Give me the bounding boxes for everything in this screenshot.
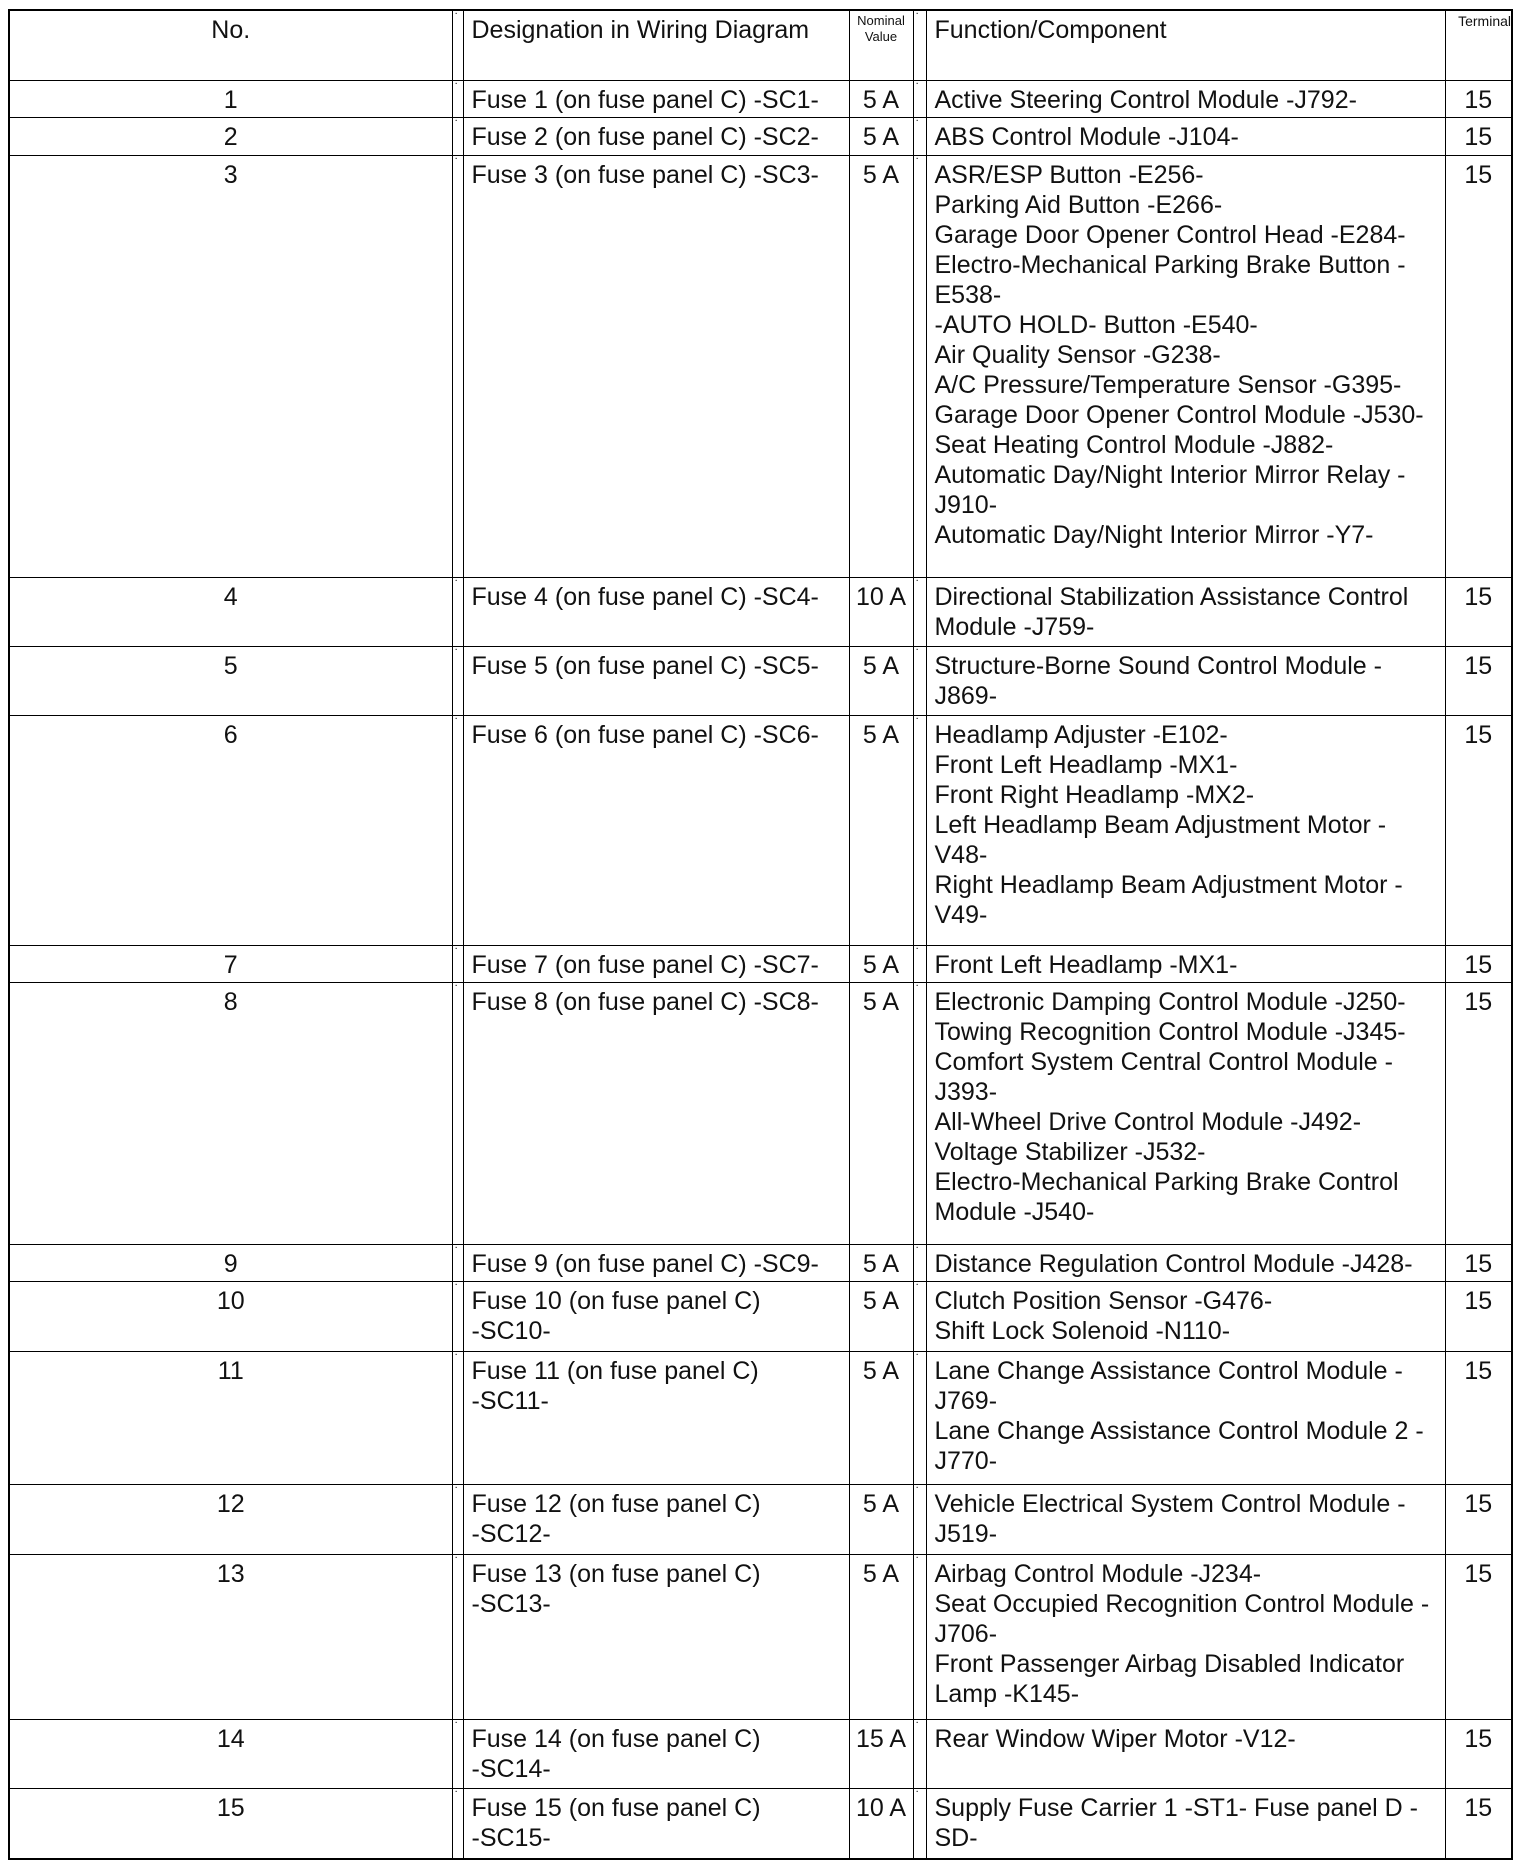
table-row bbox=[9, 1720, 1512, 1789]
cell-function-line: Airbag Control Module -J234- bbox=[934, 1559, 1262, 1588]
cell-nominal-value: 15 A bbox=[849, 1720, 913, 1789]
column-spacer bbox=[913, 577, 926, 646]
column-spacer bbox=[913, 10, 926, 81]
cell-designation bbox=[463, 716, 849, 946]
cell-designation-line: -SC12- bbox=[471, 1520, 551, 1549]
column-spacer bbox=[452, 81, 463, 118]
column-spacer bbox=[913, 945, 926, 982]
cell-function-line: Seat Occupied Recognition Control Module -J706- bbox=[934, 1589, 1430, 1648]
cell-designation-line: Fuse 6 (on fuse panel C) -SC6- bbox=[471, 721, 819, 750]
cell-nominal-value: 5 A bbox=[849, 945, 913, 982]
cell-no: 8 bbox=[9, 983, 452, 1245]
table-row bbox=[9, 81, 1512, 118]
table-row bbox=[9, 716, 1512, 946]
cell-nominal-value: 10 A bbox=[849, 577, 913, 646]
cell-nominal-value: 5 A bbox=[849, 1282, 913, 1351]
cell-designation bbox=[463, 1554, 849, 1720]
cell-no: 15 bbox=[9, 1789, 452, 1859]
cell-function bbox=[926, 577, 1445, 646]
cell-function bbox=[926, 983, 1445, 1245]
cell-function-line: Automatic Day/Night Interior Mirror Relay -J910- bbox=[934, 460, 1406, 519]
cell-nominal-value: 5 A bbox=[849, 1554, 913, 1720]
column-spacer bbox=[913, 646, 926, 715]
cell-designation bbox=[463, 945, 849, 982]
cell-function bbox=[926, 81, 1445, 118]
cell-designation bbox=[463, 118, 849, 155]
column-spacer bbox=[913, 1789, 926, 1859]
column-spacer bbox=[452, 1351, 463, 1484]
cell-designation-line: Fuse 14 (on fuse panel C) bbox=[471, 1725, 761, 1754]
column-spacer bbox=[452, 118, 463, 155]
cell-function bbox=[926, 945, 1445, 982]
column-spacer bbox=[913, 155, 926, 577]
cell-designation-line: Fuse 10 (on fuse panel C) bbox=[471, 1287, 761, 1316]
cell-designation-line: -SC14- bbox=[471, 1755, 551, 1784]
cell-terminal: 15 bbox=[1445, 716, 1512, 946]
cell-no: 12 bbox=[9, 1485, 452, 1554]
cell-designation-line: Fuse 1 (on fuse panel C) -SC1- bbox=[471, 86, 819, 114]
cell-designation-line: Fuse 4 (on fuse panel C) -SC4- bbox=[471, 582, 819, 611]
cell-terminal: 15 bbox=[1445, 1485, 1512, 1554]
column-spacer bbox=[913, 1351, 926, 1484]
column-spacer bbox=[452, 716, 463, 946]
cell-no: 2 bbox=[9, 118, 452, 155]
column-spacer bbox=[452, 1720, 463, 1789]
column-spacer bbox=[452, 646, 463, 715]
table-row bbox=[9, 1351, 1512, 1484]
cell-designation bbox=[463, 1720, 849, 1789]
header-row bbox=[9, 10, 1512, 81]
cell-function-line: Comfort System Central Control Module -J393- bbox=[934, 1048, 1393, 1107]
cell-designation-line: Fuse 8 (on fuse panel C) -SC8- bbox=[471, 988, 819, 1017]
table-row bbox=[9, 1789, 1512, 1859]
cell-function-line: Front Left Headlamp -MX1- bbox=[934, 751, 1238, 780]
cell-function-line: Rear Window Wiper Motor -V12- bbox=[934, 1725, 1296, 1754]
cell-function bbox=[926, 118, 1445, 155]
cell-no: 3 bbox=[9, 155, 452, 577]
cell-nominal-value: 5 A bbox=[849, 1244, 913, 1281]
cell-terminal: 15 bbox=[1445, 945, 1512, 982]
cell-function-line: A/C Pressure/Temperature Sensor -G395- bbox=[934, 370, 1402, 399]
column-spacer bbox=[452, 1485, 463, 1554]
cell-function-line: Electronic Damping Control Module -J250- bbox=[934, 988, 1406, 1017]
cell-function-line: ASR/ESP Button -E256- bbox=[934, 160, 1204, 189]
cell-designation-line: Fuse 13 (on fuse panel C) bbox=[471, 1559, 761, 1588]
cell-no: 7 bbox=[9, 945, 452, 982]
cell-function-line: Garage Door Opener Control Head -E284- bbox=[934, 220, 1406, 249]
cell-function bbox=[926, 1789, 1445, 1859]
cell-function-line: Electro-Mechanical Parking Brake Control Module -J540- bbox=[934, 1168, 1399, 1227]
column-spacer bbox=[913, 1282, 926, 1351]
cell-terminal: 15 bbox=[1445, 1789, 1512, 1859]
cell-designation-line: Fuse 7 (on fuse panel C) -SC7- bbox=[471, 950, 819, 979]
cell-function bbox=[926, 1554, 1445, 1720]
cell-function-line: Vehicle Electrical System Control Module -J519- bbox=[934, 1490, 1406, 1549]
cell-no: 9 bbox=[9, 1244, 452, 1281]
cell-function bbox=[926, 155, 1445, 577]
cell-terminal: 15 bbox=[1445, 1282, 1512, 1351]
cell-function bbox=[926, 1485, 1445, 1554]
column-spacer bbox=[452, 1244, 463, 1281]
cell-no: 11 bbox=[9, 1351, 452, 1484]
cell-function-line: Automatic Day/Night Interior Mirror -Y7- bbox=[934, 520, 1374, 549]
cell-nominal-value: 5 A bbox=[849, 646, 913, 715]
cell-designation-line: -SC11- bbox=[471, 1386, 549, 1415]
cell-nominal-value: 5 A bbox=[849, 1485, 913, 1554]
cell-function-line: Electro-Mechanical Parking Brake Button -E538- bbox=[934, 250, 1406, 309]
cell-function-line: Parking Aid Button -E266- bbox=[934, 190, 1223, 219]
column-spacer bbox=[452, 945, 463, 982]
header-nominal-line1: Nominal bbox=[857, 13, 905, 28]
cell-nominal-value: 10 A bbox=[849, 1789, 913, 1859]
fuse-table-body bbox=[9, 81, 1512, 1860]
cell-designation-line: Fuse 11 (on fuse panel C) bbox=[471, 1356, 759, 1385]
cell-designation-line: Fuse 3 (on fuse panel C) -SC3- bbox=[471, 160, 819, 189]
cell-function bbox=[926, 646, 1445, 715]
cell-no: 10 bbox=[9, 1282, 452, 1351]
cell-function-line: Shift Lock Solenoid -N110- bbox=[934, 1317, 1231, 1346]
cell-function-line: Lane Change Assistance Control Module -J769- bbox=[934, 1356, 1403, 1415]
cell-function bbox=[926, 1244, 1445, 1281]
header-function: Function/Component bbox=[926, 10, 1445, 81]
cell-no: 6 bbox=[9, 716, 452, 946]
cell-function-line: Distance Regulation Control Module -J428- bbox=[934, 1249, 1413, 1278]
column-spacer bbox=[913, 81, 926, 118]
cell-function-line: Lane Change Assistance Control Module 2 -J770- bbox=[934, 1416, 1424, 1475]
cell-terminal: 15 bbox=[1445, 1720, 1512, 1789]
cell-designation-line: Fuse 2 (on fuse panel C) -SC2- bbox=[471, 123, 819, 152]
cell-function-line: Voltage Stabilizer -J532- bbox=[934, 1138, 1206, 1167]
cell-no: 4 bbox=[9, 577, 452, 646]
cell-function-line: Front Left Headlamp -MX1- bbox=[934, 950, 1238, 979]
table-row bbox=[9, 1244, 1512, 1281]
cell-nominal-value: 5 A bbox=[849, 81, 913, 118]
cell-terminal: 15 bbox=[1445, 1554, 1512, 1720]
header-nominal-line2: Value bbox=[864, 29, 898, 44]
cell-function bbox=[926, 1351, 1445, 1484]
cell-function-line: Clutch Position Sensor -G476- bbox=[934, 1287, 1273, 1316]
cell-designation bbox=[463, 1351, 849, 1484]
cell-designation-line: Fuse 9 (on fuse panel C) -SC9- bbox=[471, 1249, 819, 1278]
column-spacer bbox=[913, 1554, 926, 1720]
header-designation: Designation in Wiring Diagram bbox=[463, 10, 849, 81]
cell-function bbox=[926, 1720, 1445, 1789]
cell-function-line: All-Wheel Drive Control Module -J492- bbox=[934, 1108, 1362, 1137]
column-spacer bbox=[452, 10, 463, 81]
column-spacer bbox=[452, 1789, 463, 1859]
cell-designation bbox=[463, 81, 849, 118]
column-spacer bbox=[913, 1720, 926, 1789]
cell-no: 13 bbox=[9, 1554, 452, 1720]
cell-function-line: Seat Heating Control Module -J882- bbox=[934, 430, 1334, 459]
cell-function-line: Active Steering Control Module -J792- bbox=[934, 86, 1357, 114]
cell-designation-line: -SC13- bbox=[471, 1589, 551, 1618]
cell-designation-line: -SC15- bbox=[471, 1824, 551, 1853]
cell-designation bbox=[463, 1789, 849, 1859]
cell-function-line: -AUTO HOLD- Button -E540- bbox=[934, 310, 1258, 339]
cell-function-line: Directional Stabilization Assistance Control Module -J759- bbox=[934, 582, 1409, 641]
cell-no: 5 bbox=[9, 646, 452, 715]
cell-function-line: Supply Fuse Carrier 1 -ST1- Fuse panel D -SD- bbox=[934, 1794, 1419, 1853]
cell-function-line: Structure-Borne Sound Control Module -J869- bbox=[934, 651, 1382, 710]
cell-function-line: Towing Recognition Control Module -J345- bbox=[934, 1018, 1406, 1047]
cell-terminal: 15 bbox=[1445, 118, 1512, 155]
cell-designation bbox=[463, 1485, 849, 1554]
cell-function-line: Right Headlamp Beam Adjustment Motor -V49- bbox=[934, 871, 1403, 930]
header-no: No. bbox=[9, 10, 452, 81]
cell-designation-line: Fuse 15 (on fuse panel C) bbox=[471, 1794, 761, 1823]
table-row bbox=[9, 1485, 1512, 1554]
column-spacer bbox=[913, 716, 926, 946]
cell-function bbox=[926, 1282, 1445, 1351]
cell-designation bbox=[463, 155, 849, 577]
cell-function-line: Garage Door Opener Control Module -J530- bbox=[934, 400, 1424, 429]
cell-designation bbox=[463, 1282, 849, 1351]
table-row bbox=[9, 945, 1512, 982]
table-row bbox=[9, 1282, 1512, 1351]
cell-designation bbox=[463, 1244, 849, 1281]
cell-designation bbox=[463, 646, 849, 715]
cell-terminal: 15 bbox=[1445, 155, 1512, 577]
cell-nominal-value: 5 A bbox=[849, 716, 913, 946]
cell-designation-line: Fuse 5 (on fuse panel C) -SC5- bbox=[471, 651, 819, 680]
cell-designation bbox=[463, 983, 849, 1245]
table-row bbox=[9, 155, 1512, 577]
cell-function-line: Left Headlamp Beam Adjustment Motor -V48- bbox=[934, 811, 1387, 870]
cell-no: 1 bbox=[9, 81, 452, 118]
table-row bbox=[9, 577, 1512, 646]
cell-nominal-value: 5 A bbox=[849, 1351, 913, 1484]
cell-terminal: 15 bbox=[1445, 577, 1512, 646]
column-spacer bbox=[452, 577, 463, 646]
column-spacer bbox=[913, 1485, 926, 1554]
cell-designation-line: Fuse 12 (on fuse panel C) bbox=[471, 1490, 761, 1519]
column-spacer bbox=[452, 983, 463, 1245]
cell-function-line: Front Passenger Airbag Disabled Indicator Lamp -K145- bbox=[934, 1649, 1405, 1708]
cell-nominal-value: 5 A bbox=[849, 155, 913, 577]
cell-terminal: 15 bbox=[1445, 983, 1512, 1245]
table-row bbox=[9, 646, 1512, 715]
cell-function-line: Air Quality Sensor -G238- bbox=[934, 340, 1221, 369]
table-row bbox=[9, 118, 1512, 155]
cell-function-line: Headlamp Adjuster -E102- bbox=[934, 721, 1228, 750]
cell-nominal-value: 5 A bbox=[849, 118, 913, 155]
cell-function-line: ABS Control Module -J104- bbox=[934, 123, 1239, 152]
cell-terminal: 15 bbox=[1445, 646, 1512, 715]
table-row bbox=[9, 983, 1512, 1245]
cell-function bbox=[926, 716, 1445, 946]
column-spacer bbox=[452, 1282, 463, 1351]
cell-terminal: 15 bbox=[1445, 1244, 1512, 1281]
cell-terminal: 15 bbox=[1445, 1351, 1512, 1484]
cell-function-line: Front Right Headlamp -MX2- bbox=[934, 781, 1255, 810]
table-row bbox=[9, 1554, 1512, 1720]
cell-designation bbox=[463, 577, 849, 646]
cell-designation-line: -SC10- bbox=[471, 1317, 551, 1346]
cell-no: 14 bbox=[9, 1720, 452, 1789]
cell-nominal-value: 5 A bbox=[849, 983, 913, 1245]
header-terminal: Terminal bbox=[1445, 10, 1512, 81]
column-spacer bbox=[452, 1554, 463, 1720]
column-spacer bbox=[913, 118, 926, 155]
column-spacer bbox=[913, 1244, 926, 1281]
column-spacer bbox=[913, 983, 926, 1245]
fuse-table bbox=[8, 9, 1513, 1860]
header-nominal-value bbox=[849, 10, 913, 81]
cell-terminal: 15 bbox=[1445, 81, 1512, 118]
column-spacer bbox=[452, 155, 463, 577]
